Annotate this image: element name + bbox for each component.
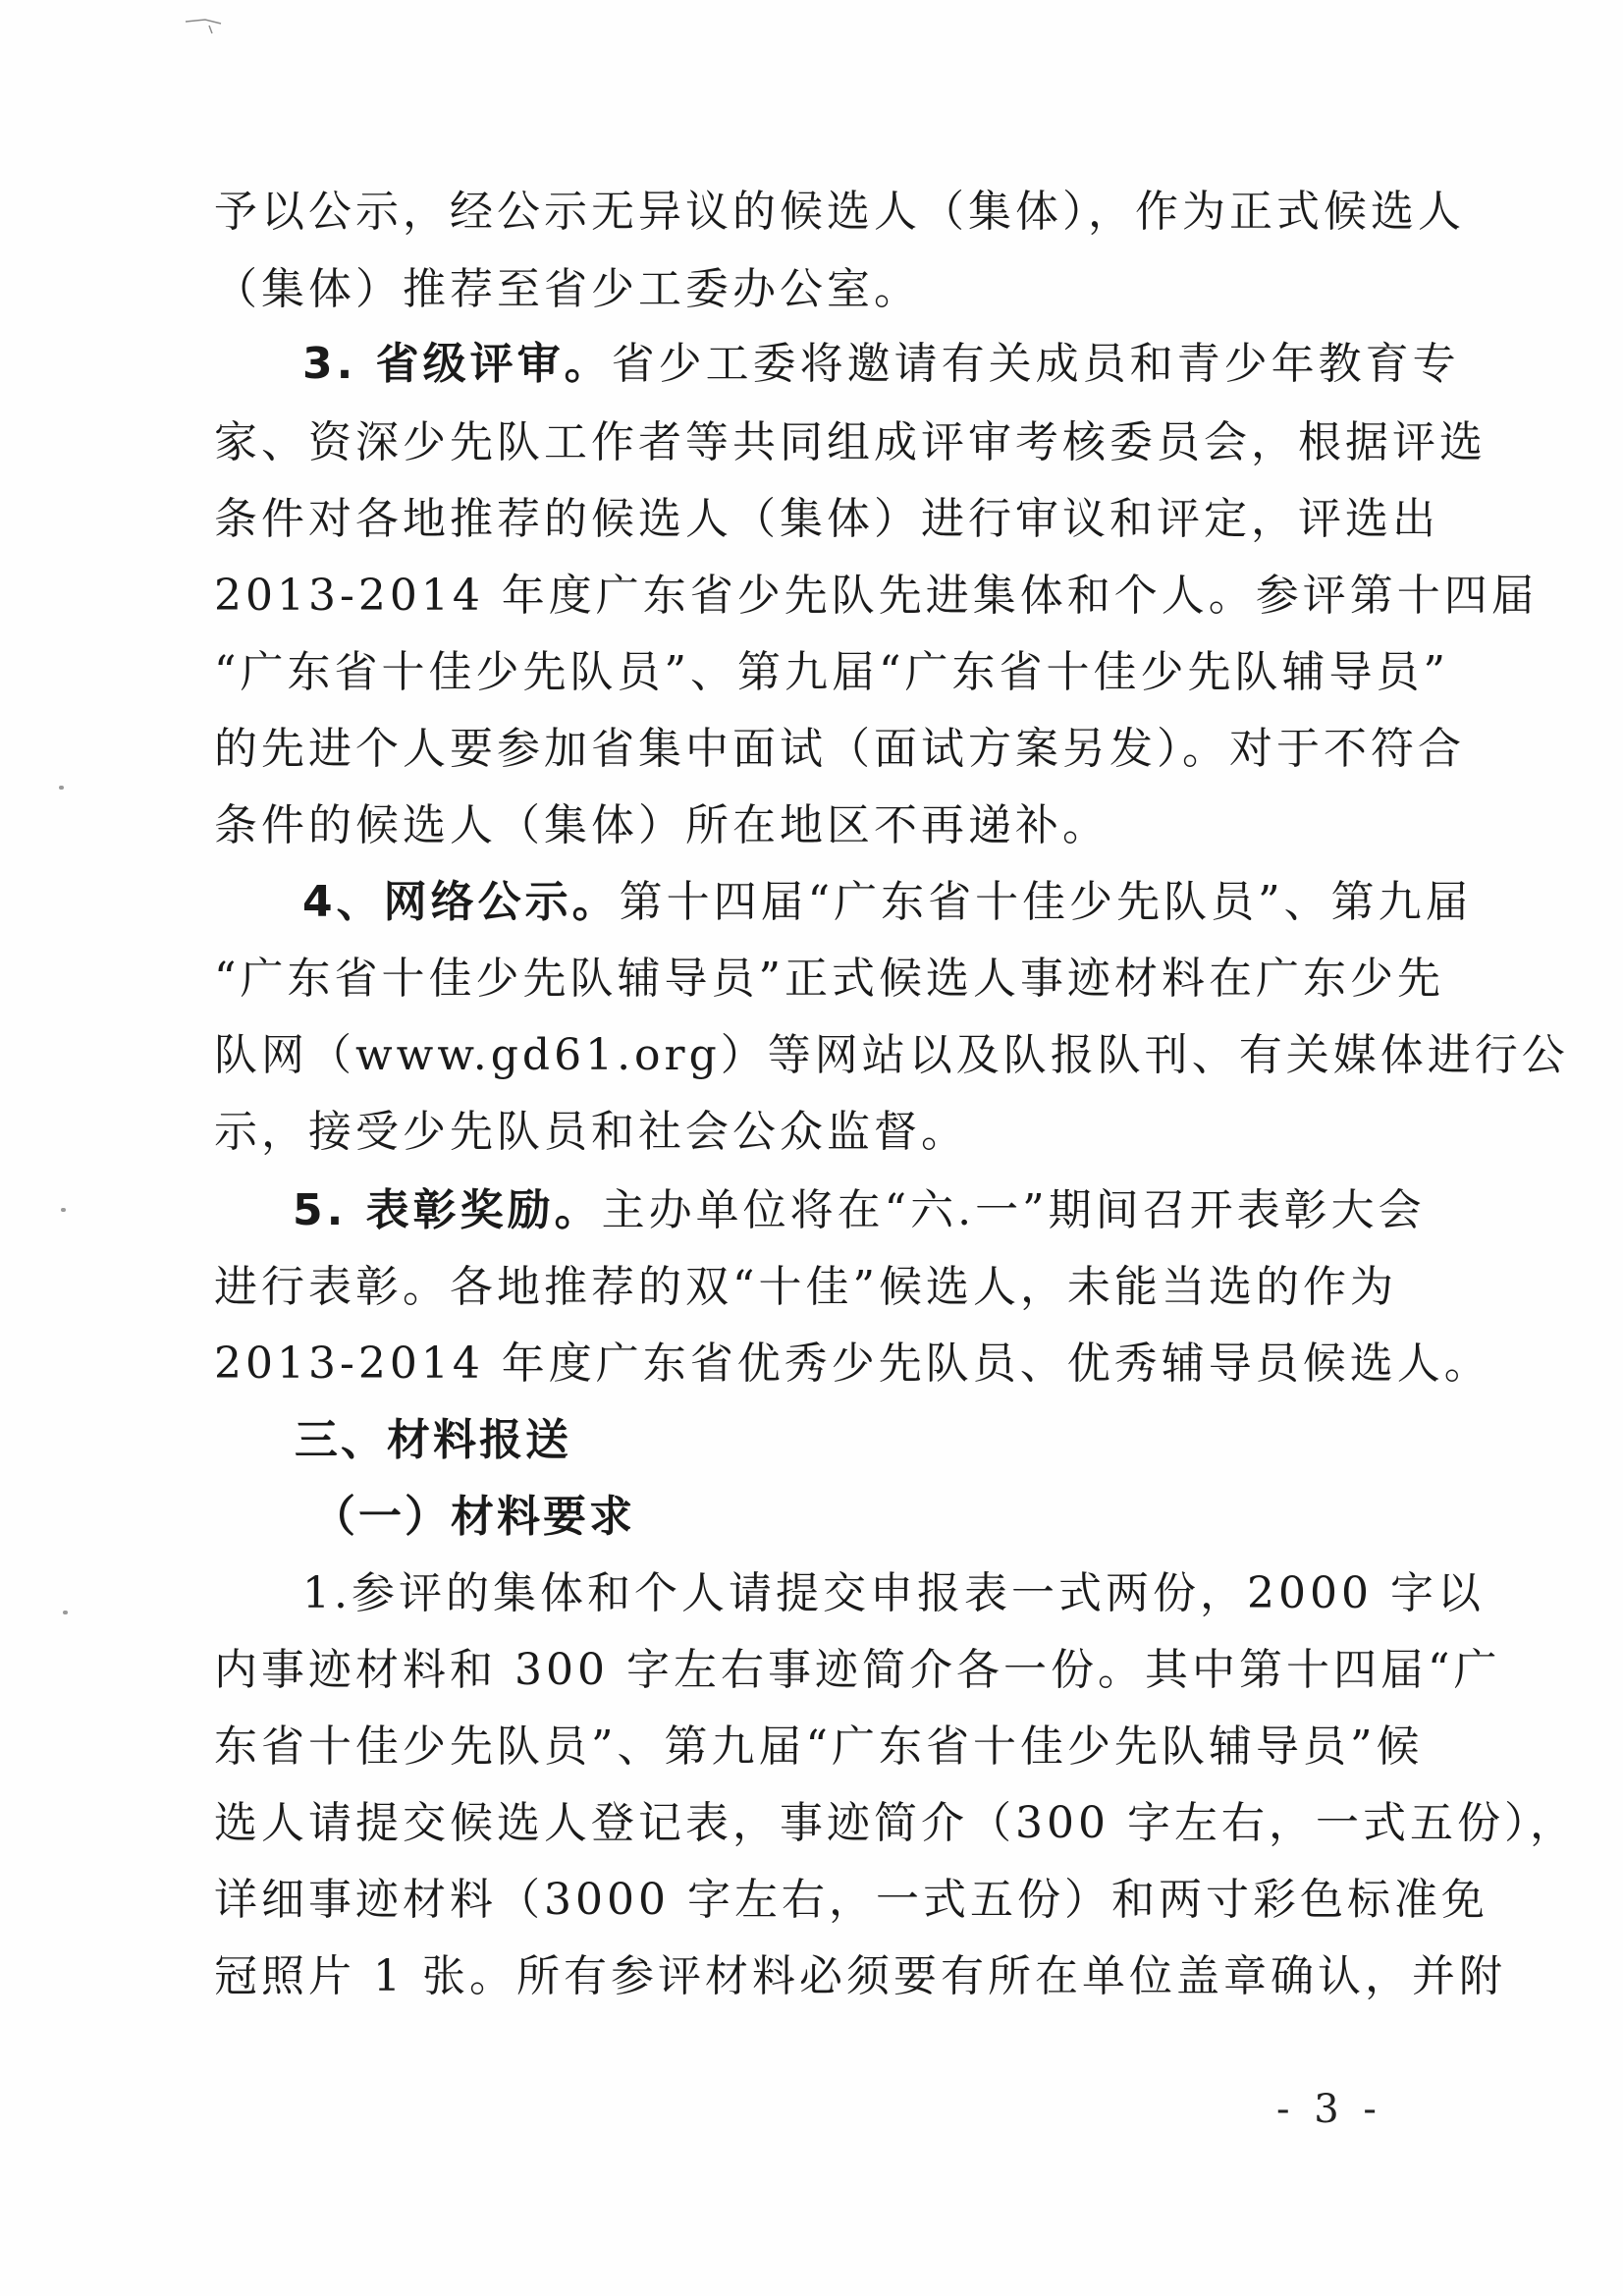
body-text: 省少工委将邀请有关成员和青少年教育专 <box>611 339 1460 389</box>
paragraph-provincial-review <box>302 326 1460 403</box>
subhead-online-publicity: 4、网络公示。 <box>302 877 620 927</box>
body-line: 详细事迹材料（3000 字左右，一式五份）和两寸彩色标准免 <box>214 1875 1488 1925</box>
page-number: - 3 - <box>1276 2087 1382 2132</box>
body-line: 冠照片 1 张。所有参评材料必须要有所在单位盖章确认，并附 <box>214 1951 1506 2001</box>
body-line: 进行表彰。各地推荐的双“十佳”候选人，未能当选的作为 <box>214 1262 1397 1312</box>
body-line: 2013-2014 年度广东省少先队先进集体和个人。参评第十四届 <box>214 571 1539 621</box>
scan-speck <box>59 786 64 790</box>
scan-speck <box>63 1611 68 1614</box>
body-line: 的先进个人要参加省集中面试（面试方案另发）。对于不符合 <box>214 724 1465 774</box>
body-line: “广东省十佳少先队辅导员”正式候选人事迹材料在广东少先 <box>214 954 1444 1004</box>
body-text: 主办单位将在“六.一”期间召开表彰大会 <box>601 1185 1426 1235</box>
paragraph-online-publicity <box>302 864 1473 941</box>
body-line: 内事迹材料和 300 字左右事迹简介各一份。其中第十四届“广 <box>214 1645 1501 1695</box>
section-title: 三、材料报送 <box>295 1415 571 1465</box>
body-line: “广东省十佳少先队员”、第九届“广东省十佳少先队辅导员” <box>214 647 1449 697</box>
paragraph-commendation <box>293 1173 1426 1249</box>
body-line: 示，接受少先队员和社会公众监督。 <box>214 1107 968 1157</box>
body-line: 2013-2014 年度广东省优秀少先队员、优秀辅导员候选人。 <box>214 1339 1491 1389</box>
subsection-title: （一）材料要求 <box>312 1492 635 1542</box>
body-line: 东省十佳少先队员”、第九届“广东省十佳少先队辅导员”候 <box>214 1722 1424 1772</box>
body-line: 条件对各地推荐的候选人（集体）进行审议和评定，评选出 <box>214 494 1439 544</box>
scan-mark <box>182 14 233 39</box>
subhead-provincial-review: 3. 省级评审。 <box>302 339 612 389</box>
body-line: 选人请提交候选人登记表，事迹简介（300 字左右，一式五份）， <box>214 1798 1577 1848</box>
body-line: 予以公示，经公示无异议的候选人（集体），作为正式候选人 <box>214 187 1465 237</box>
body-line: 队网（www.gd61.org）等网站以及队报队刊、有关媒体进行公 <box>214 1030 1569 1080</box>
body-line: 1.参评的集体和个人请提交申报表一式两份，2000 字以 <box>302 1568 1485 1618</box>
body-line: 家、资深少先队工作者等共同组成评审考核委员会，根据评选 <box>214 417 1487 467</box>
body-line: （集体）推荐至省少工委办公室。 <box>214 264 921 314</box>
body-text: 第十四届“广东省十佳少先队员”、第九届 <box>619 877 1473 927</box>
body-line: 条件的候选人（集体）所在地区不再递补。 <box>214 800 1109 850</box>
subhead-commendation: 5. 表彰奖励。 <box>293 1185 602 1235</box>
scan-speck <box>61 1208 66 1212</box>
